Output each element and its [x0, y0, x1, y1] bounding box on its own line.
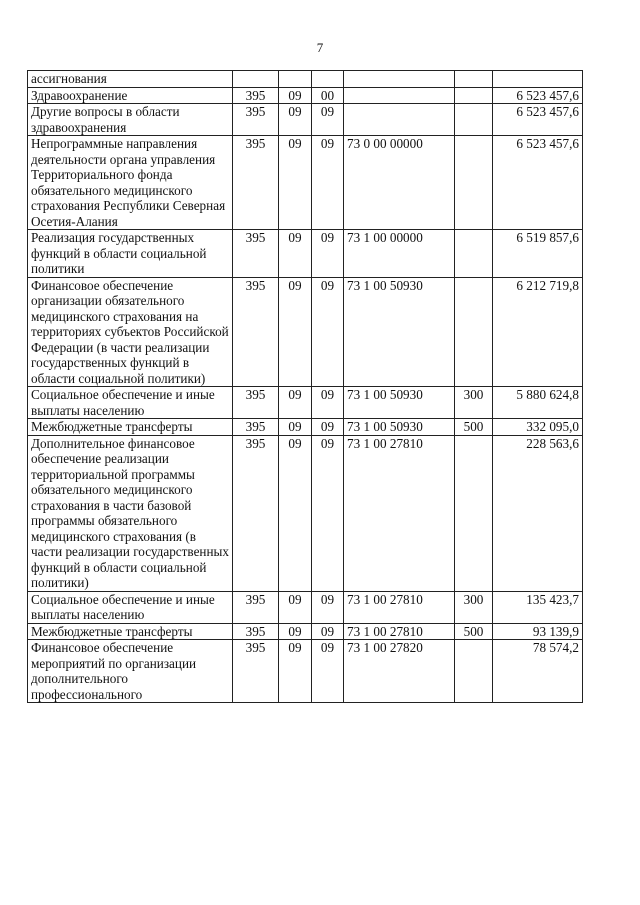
cell-name: Непрограммные направления деятельности органа управления Территориального фонда обязательного медицинского страхования Республики Северная Осетия-Алания [28, 136, 233, 230]
cell-target-article: 73 1 00 27820 [344, 640, 455, 703]
cell-subsection-code: 09 [312, 387, 344, 419]
cell-subsection-code: 09 [312, 230, 344, 278]
table-row [28, 591, 583, 623]
cell-ministry-code: 395 [233, 136, 279, 230]
cell-target-article: 73 1 00 50930 [344, 419, 455, 436]
cell-section-code: 09 [279, 136, 312, 230]
cell-name: Здравоохранение [28, 87, 233, 104]
cell-subsection-code: 09 [312, 104, 344, 136]
cell-amount [493, 71, 583, 88]
cell-subsection-code: 09 [312, 419, 344, 436]
cell-name: Социальное обеспечение и иные выплаты населению [28, 387, 233, 419]
cell-subsection-code: 09 [312, 623, 344, 640]
cell-section-code: 09 [279, 435, 312, 591]
cell-section-code: 09 [279, 419, 312, 436]
cell-name: Финансовое обеспечение организации обязательного медицинского страхования на территориях субъектов Российской Федерации (в части реализации государственных функций в области социальной политики) [28, 277, 233, 387]
table-row [28, 277, 583, 387]
cell-amount: 5 880 624,8 [493, 387, 583, 419]
cell-ministry-code: 395 [233, 419, 279, 436]
cell-name: Социальное обеспечение и иные выплаты населению [28, 591, 233, 623]
cell-ministry-code: 395 [233, 104, 279, 136]
cell-expense-type [455, 277, 493, 387]
table-body [28, 71, 583, 703]
cell-expense-type: 500 [455, 623, 493, 640]
cell-expense-type [455, 71, 493, 88]
cell-section-code: 09 [279, 591, 312, 623]
cell-expense-type: 500 [455, 419, 493, 436]
cell-amount: 78 574,2 [493, 640, 583, 703]
cell-section-code: 09 [279, 87, 312, 104]
cell-amount: 135 423,7 [493, 591, 583, 623]
cell-target-article: 73 1 00 27810 [344, 623, 455, 640]
cell-subsection-code: 09 [312, 591, 344, 623]
cell-ministry-code: 395 [233, 640, 279, 703]
cell-name: Межбюджетные трансферты [28, 419, 233, 436]
cell-subsection-code: 09 [312, 640, 344, 703]
cell-amount: 332 095,0 [493, 419, 583, 436]
cell-amount: 228 563,6 [493, 435, 583, 591]
cell-subsection-code [312, 71, 344, 88]
cell-amount: 6 523 457,6 [493, 136, 583, 230]
cell-target-article [344, 87, 455, 104]
cell-target-article [344, 104, 455, 136]
cell-expense-type [455, 87, 493, 104]
table-row [28, 387, 583, 419]
cell-ministry-code: 395 [233, 591, 279, 623]
cell-target-article [344, 71, 455, 88]
cell-expense-type [455, 640, 493, 703]
cell-expense-type [455, 435, 493, 591]
cell-name: Межбюджетные трансферты [28, 623, 233, 640]
cell-target-article: 73 1 00 27810 [344, 435, 455, 591]
cell-ministry-code: 395 [233, 87, 279, 104]
cell-target-article: 73 1 00 50930 [344, 277, 455, 387]
cell-expense-type [455, 136, 493, 230]
cell-target-article: 73 0 00 00000 [344, 136, 455, 230]
table-row [28, 87, 583, 104]
cell-section-code: 09 [279, 230, 312, 278]
cell-name: Финансовое обеспечение мероприятий по организации дополнительного профессионального [28, 640, 233, 703]
table-row [28, 435, 583, 591]
cell-subsection-code: 09 [312, 435, 344, 591]
cell-target-article: 73 1 00 27810 [344, 591, 455, 623]
cell-section-code: 09 [279, 387, 312, 419]
cell-target-article: 73 1 00 00000 [344, 230, 455, 278]
cell-name: Другие вопросы в области здравоохранения [28, 104, 233, 136]
cell-section-code: 09 [279, 640, 312, 703]
cell-ministry-code: 395 [233, 623, 279, 640]
cell-amount: 6 523 457,6 [493, 87, 583, 104]
cell-subsection-code: 09 [312, 277, 344, 387]
table-row [28, 71, 583, 88]
cell-ministry-code: 395 [233, 230, 279, 278]
cell-subsection-code: 09 [312, 136, 344, 230]
budget-table [27, 70, 583, 703]
cell-amount: 6 523 457,6 [493, 104, 583, 136]
cell-amount: 6 212 719,8 [493, 277, 583, 387]
cell-section-code [279, 71, 312, 88]
cell-ministry-code: 395 [233, 435, 279, 591]
table-row [28, 419, 583, 436]
table-row [28, 640, 583, 703]
cell-amount: 93 139,9 [493, 623, 583, 640]
table-row [28, 623, 583, 640]
cell-ministry-code: 395 [233, 277, 279, 387]
cell-name: ассигнования [28, 71, 233, 88]
cell-section-code: 09 [279, 104, 312, 136]
cell-expense-type: 300 [455, 387, 493, 419]
cell-expense-type [455, 104, 493, 136]
cell-name: Дополнительное финансовое обеспечение реализации территориальной программы обязательного медицинского страхования в части базовой программы обязательного медицинского страхования (в части реализации государственных функций в области социальной политики) [28, 435, 233, 591]
cell-expense-type [455, 230, 493, 278]
cell-ministry-code: 395 [233, 387, 279, 419]
table-row [28, 136, 583, 230]
table-row [28, 104, 583, 136]
cell-name: Реализация государственных функций в области социальной политики [28, 230, 233, 278]
cell-amount: 6 519 857,6 [493, 230, 583, 278]
page-number: 7 [316, 40, 324, 55]
cell-subsection-code: 00 [312, 87, 344, 104]
table-row [28, 230, 583, 278]
cell-ministry-code [233, 71, 279, 88]
cell-expense-type: 300 [455, 591, 493, 623]
cell-section-code: 09 [279, 277, 312, 387]
cell-section-code: 09 [279, 623, 312, 640]
cell-target-article: 73 1 00 50930 [344, 387, 455, 419]
